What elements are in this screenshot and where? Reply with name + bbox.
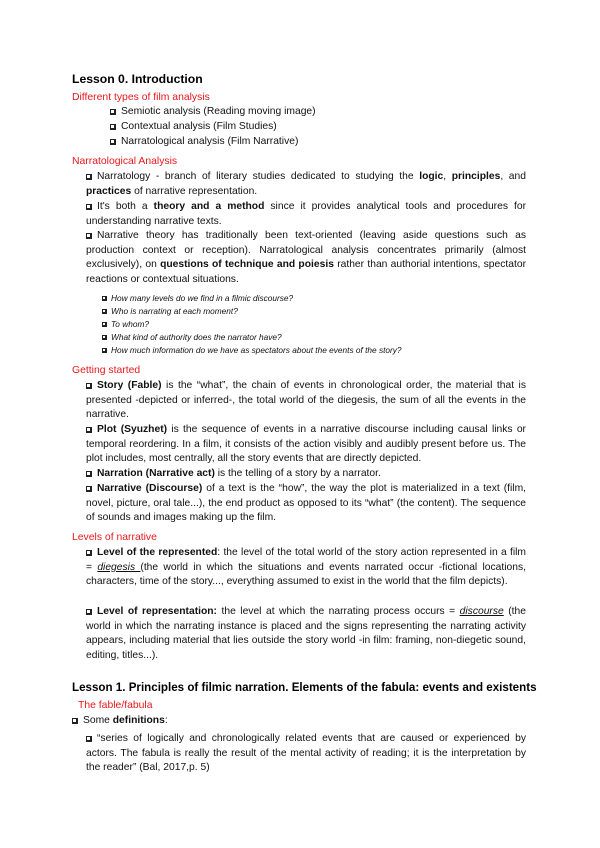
lesson-0-title: Lesson 0. Introduction <box>72 72 203 86</box>
list-item: Semiotic analysis (Reading moving image) <box>110 106 316 117</box>
section-heading-types: Different types of film analysis <box>72 92 210 103</box>
checkbox-bullet-icon <box>86 233 92 239</box>
paragraph-plot: Plot (Syuzhet) is the sequence of events in a narrative discourse including causal links or temporal reordering. In a film, it consists of the action visibly and audibly present before us. The plot includes, most centrally, all the story events that are directly depicted. <box>86 424 526 465</box>
question-item: How much information do we have as spectators about the events of the story? <box>102 345 402 355</box>
checkbox-bullet-icon <box>110 124 116 130</box>
question-item: Who is narrating at each moment? <box>102 306 238 316</box>
checkbox-bullet-icon <box>110 109 116 115</box>
paragraph-narration: Narration (Narrative act) is the telling of a story by a narrator. <box>86 467 526 482</box>
checkbox-bullet-icon <box>102 348 107 353</box>
definitions-line: Some definitions: <box>72 715 168 726</box>
checkbox-bullet-icon <box>102 296 107 301</box>
checkbox-bullet-icon <box>86 486 92 492</box>
paragraph-level-represented: Level of the represented: the level of the total world of the story action represented in a film = diegesis (the world in which the situations and events narrated occur -fictional locations, characters, time of the story..., everything assumed to exist in the world that the film depicts). <box>86 547 526 588</box>
question-item: How many levels do we find in a filmic discourse? <box>102 293 293 303</box>
paragraph-level-representation: Level of representation: the level at which the narrating process occurs = discourse (the world in which the narrating instance is placed and the signs representing the narrating activity appears, including material that lies outside the story world -in film: framing, non-diegetic sound, editing, titles...). <box>86 606 526 661</box>
checkbox-bullet-icon <box>102 322 107 327</box>
paragraph-narratology: Narratology - branch of literary studies dedicated to studying the logic, principles, and practices of narrative representation. <box>86 171 526 197</box>
question-item: What kind of authority does the narrator have? <box>102 332 282 342</box>
question-item: To whom? <box>102 319 149 329</box>
paragraph-narrative-theory: Narrative theory has traditionally been text-oriented (leaving aside questions such as production context or reception). Narratological analysis concentrates primarily (almost exclusively), on questions of technique and poiesis rather than authorial intentions, spectator reactions or contextual situations. <box>86 230 526 285</box>
checkbox-bullet-icon <box>86 550 92 556</box>
checkbox-bullet-icon <box>86 204 92 210</box>
checkbox-bullet-icon <box>86 471 92 477</box>
checkbox-bullet-icon <box>86 736 92 742</box>
paragraph-story: Story (Fable) is the “what”, the chain of events in chronological order, the material that is presented -depicted or inferred-, the total world of the diegesis, the sum of all the events in the narrative. <box>86 380 526 421</box>
section-heading-levels: Levels of narrative <box>72 532 157 543</box>
section-heading-getting-started: Getting started <box>72 365 141 376</box>
checkbox-bullet-icon <box>86 174 92 180</box>
checkbox-bullet-icon <box>86 427 92 433</box>
section-heading-narratological: Narratological Analysis <box>72 156 178 167</box>
lesson-1-title: Lesson 1. Principles of filmic narration. Elements of the fabula: events and existents <box>72 681 537 694</box>
checkbox-bullet-icon <box>102 335 107 340</box>
section-heading-fabula: The fable/fabula <box>78 700 153 711</box>
list-item: Narratological analysis (Film Narrative) <box>110 136 298 147</box>
checkbox-bullet-icon <box>102 309 107 314</box>
paragraph-bal-quote: “series of logically and chronologically related events that are caused or experienced by actors. The fabula is really the result of the mental activity of reading; it is the interpretation by the reader” (Bal, 2017,p. 5) <box>86 733 526 774</box>
paragraph-theory-method: It's both a theory and a method since it provides analytical tools and procedures for understanding narrative texts. <box>86 201 527 227</box>
paragraph-narrative: Narrative (Discourse) of a text is the “how”, the way the plot is materialized in a text (film, novel, picture, oral tale...), the end product as opposed to its “what” (the content). The sequence of sounds and images making up the film. <box>86 483 527 524</box>
checkbox-bullet-icon <box>72 718 78 724</box>
checkbox-bullet-icon <box>110 139 116 145</box>
list-item: Contextual analysis (Film Studies) <box>110 121 277 132</box>
checkbox-bullet-icon <box>86 383 92 389</box>
checkbox-bullet-icon <box>86 609 92 615</box>
